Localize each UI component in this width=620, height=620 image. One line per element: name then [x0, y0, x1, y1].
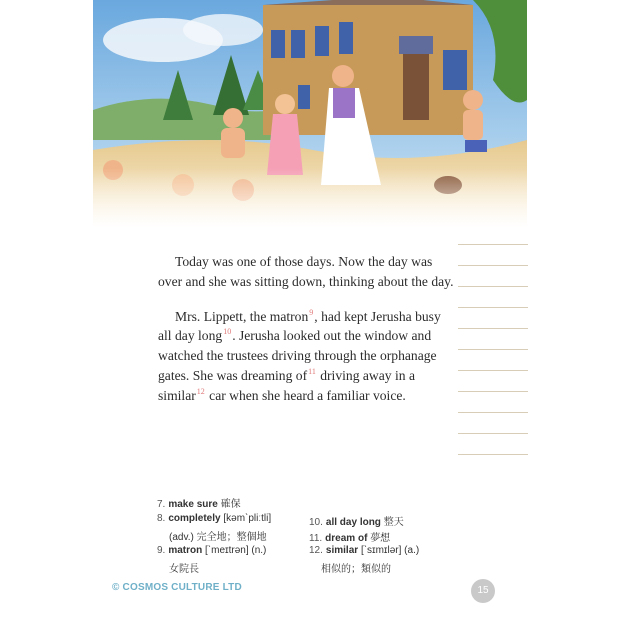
story-paragraph-2: Mrs. Lippett, the matron$^9$, had kept Jerusha busy all day long$^{10}$. Jerusha looked out the window and watched the trustees driving through the orphanage gates. She was dreaming of$^{11}$ driving away in a similar$^{12}$ car when she heard a familiar voice. [158, 307, 441, 403]
glossary-item-12-def: 相似的；類似的 [321, 564, 391, 575]
glossary-item-7: 7. make sure 確保 [157, 499, 241, 510]
story-text [158, 252, 454, 421]
glossary-item-11: 11. dream of 夢想 [309, 533, 391, 544]
footnote-9: 9 [309, 307, 314, 317]
footnote-12: 12 [196, 386, 205, 396]
publisher-credit: © COSMOS CULTURE LTD [112, 582, 242, 593]
note-lines [458, 244, 528, 475]
story-paragraph-1: Today was one of those days. Now the day was over and she was sitting down, thinking about the day. [158, 254, 454, 289]
glossary-item-9-def: 女院長 [169, 564, 199, 575]
glossary-item-9: 9. matron [ˋmeɪtrən] (n.) [157, 545, 267, 556]
glossary-item-10: 10. all day long 整天 [309, 517, 404, 528]
glossary-item-8-def: (adv.) 完全地；整個地 [169, 532, 267, 543]
glossary-item-12: 12. similar [ˋsɪmɪlər] (a.) [309, 545, 420, 556]
footnote-10: 10 [223, 327, 232, 337]
page-number: 15 [471, 579, 495, 603]
glossary-item-8: 8. completely [kəmˋpliːtli] [157, 513, 272, 524]
footnote-11: 11 [308, 366, 316, 376]
orphanage-scene-illustration [93, 0, 527, 228]
